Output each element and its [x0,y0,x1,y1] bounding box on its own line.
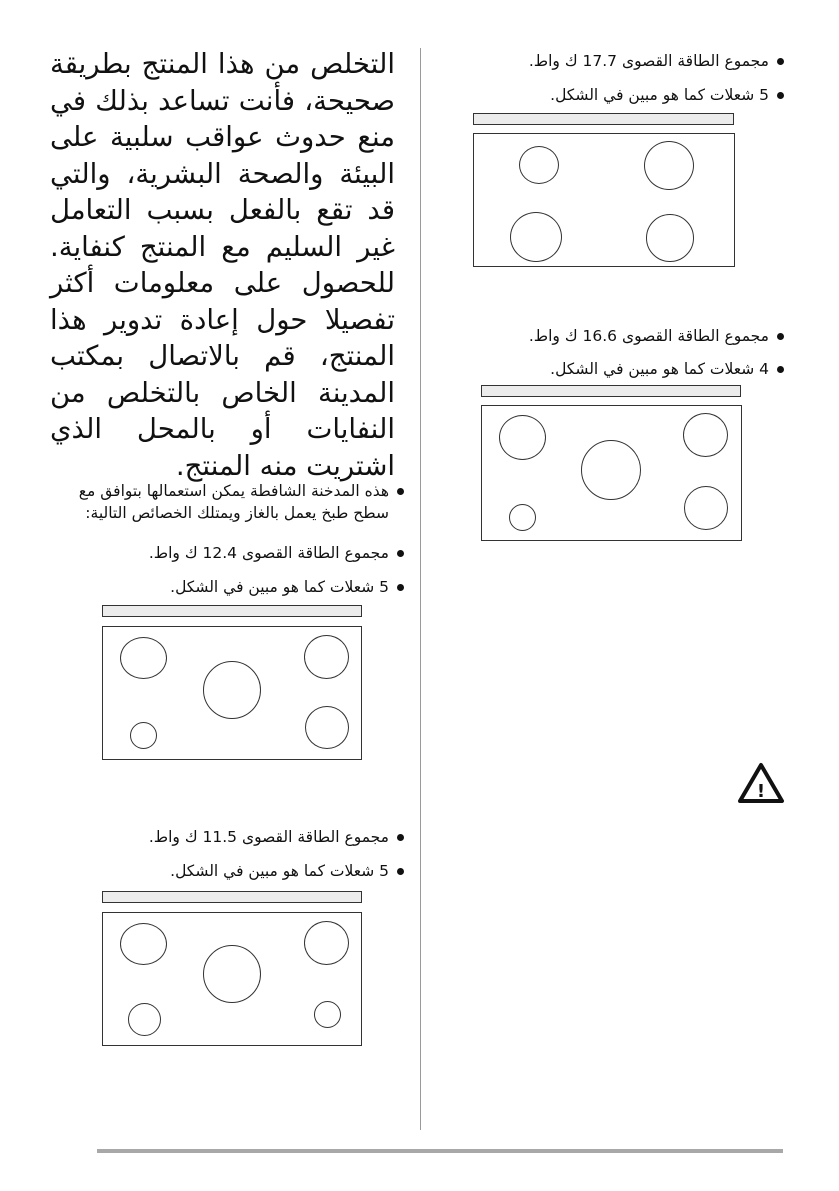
burner [684,486,728,530]
hob3-burners: 5 شعلات كما هو مبين في الشكل. [550,86,769,104]
hob-diagram-1 [102,605,363,760]
bullet-dot [777,333,784,340]
burner [581,440,641,500]
disposal-paragraph: التخلص من هذا المنتج بطريقة صحيحة، فأنت تساعد بذلك في منع حدوث عواقب سلبية على البيئة والصحة البشرية، والتي قد تقع بالفعل بسبب التعامل غير السليم مع المنتج كنفاية. للحصول على معلومات أكثر تفصيلا حول إعادة تدوير هذا المنتج، قم بالاتصال بمكتب المدينة الخاص بالتخلص من النفايات أو بالمحل الذي اشتريت منه المنتج. [50,48,395,482]
burner [644,141,694,190]
hob-diagram-4 [481,385,742,541]
burner [519,146,559,184]
bullet-dot [397,488,404,495]
burner [304,635,349,679]
burner [314,1001,341,1028]
hob1-power-bullet [60,542,404,564]
hob-diagram-3 [473,113,735,267]
hob4-burners: 4 شعلات كما هو مبين في الشكل. [550,360,769,378]
hob-diagram-2 [102,891,363,1046]
hob-rail [102,891,362,903]
hob-rail [102,605,362,617]
compat-intro-bullet [60,480,404,524]
hob3-power: مجموع الطاقة القصوى 17.7 ك واط. [528,52,769,70]
hob4-power-bullet [440,325,784,347]
burner [305,706,349,749]
bullet-dot [777,92,784,99]
hob-plate [481,405,742,541]
burner [203,945,261,1003]
hob1-power: مجموع الطاقة القصوى 12.4 ك واط. [148,544,389,562]
hob-plate [102,912,362,1046]
page-bottom-rule [97,1149,783,1153]
burner [120,637,167,679]
bullet-dot [777,366,784,373]
burner [683,413,728,457]
hob4-power: مجموع الطاقة القصوى 16.6 ك واط. [528,327,769,345]
hob-rail [473,113,734,125]
hob3-power-bullet [440,50,784,72]
warning-exclamation: ! [756,781,766,802]
hob2-burners: 5 شعلات كما هو مبين في الشكل. [170,862,389,880]
bullet-dot [397,550,404,557]
hob1-burners-bullet [60,576,404,598]
burner [509,504,536,531]
bullet-dot [397,868,404,875]
burner [203,661,261,719]
burner [120,923,167,965]
burner [128,1003,161,1036]
burner [510,212,562,262]
hob-plate [102,626,362,760]
hob2-burners-bullet [60,860,404,882]
compat-intro-line1: هذه المدخنة الشافطة يمكن استعمالها بتوافق مع [78,482,389,500]
hob2-power: مجموع الطاقة القصوى 11.5 ك واط. [148,828,389,846]
burner [130,722,157,749]
bullet-dot [397,834,404,841]
hob-rail [481,385,741,397]
compat-intro-line2: سطح طبخ يعمل بالغاز ويمتلك الخصائص التالية: [85,504,389,522]
bullet-dot [397,584,404,591]
warning-triangle-icon [737,762,785,804]
hob-plate [473,133,735,267]
burner [646,214,694,262]
column-divider [420,48,421,1130]
burner [304,921,349,965]
hob4-burners-bullet [440,358,784,380]
hob2-power-bullet [60,826,404,848]
burner [499,415,546,460]
hob1-burners: 5 شعلات كما هو مبين في الشكل. [170,578,389,596]
bullet-dot [777,58,784,65]
hob3-burners-bullet [440,84,784,106]
